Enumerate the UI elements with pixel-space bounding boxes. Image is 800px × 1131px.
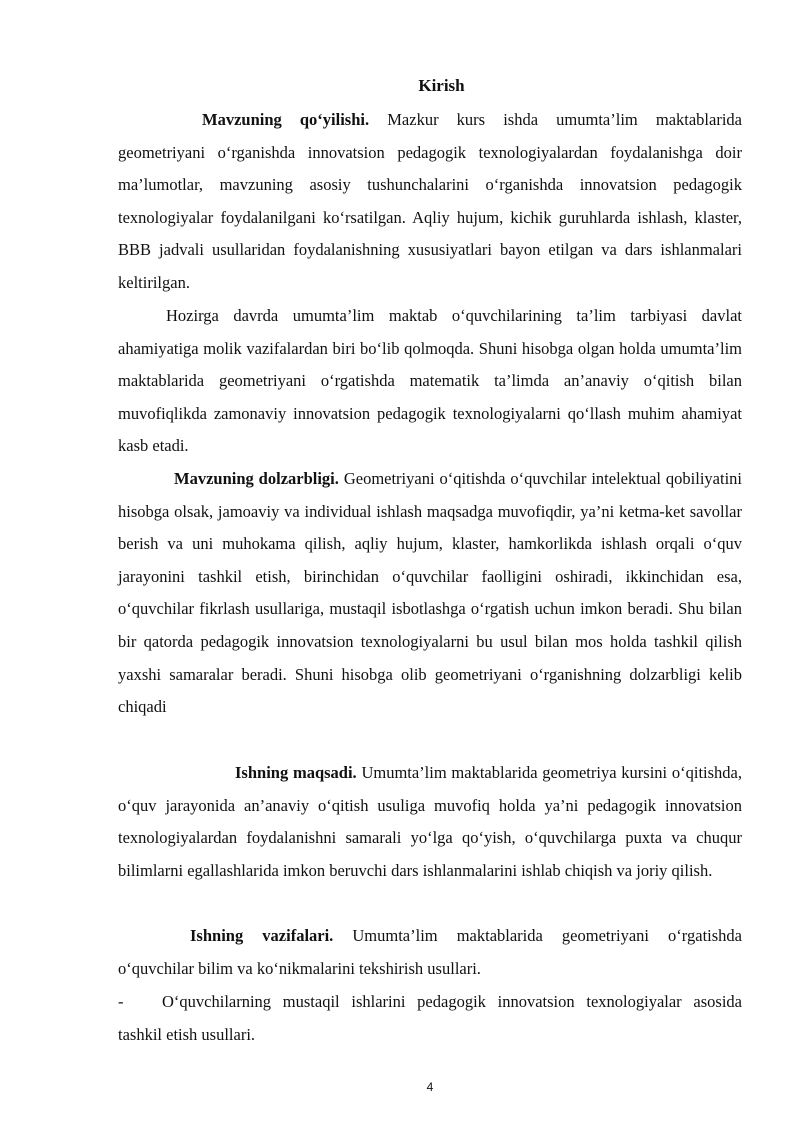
paragraph-text: Umumta’lim maktablarida geometriya kursini o‘qitishda, o‘quv jarayonida an’anaviy o‘qitish usuliga muvofiq holda ya’ni pedagogik innovatsion texnologiyalardan foydalanishni samarali yo‘lga qo‘yish, o‘quvchilarga puxta va chuqur bilimlarni egallashlarida imkon beruvchi dars ishlanmalarini ishlab chiqish va joriy qilish. [118,763,742,880]
task-list-item [118,986,742,1051]
section-title: Kirish [418,76,465,95]
paragraph-heading: Mavzuning qo‘yilishi. [202,110,370,129]
paragraph-goal [118,757,742,887]
paragraph-heading: Ishning maqsadi. [235,763,357,782]
paragraph-text: Geometriyani o‘qitishda o‘quvchilar intelektual qobiliyatini hisobga olsak, jamoaviy va individual ishlash maqsadga muvofiqdir, ya’ni ketma-ket savollar berish va uni muhokama qilish, aqliy hujum, klaster, hamkorlikda ishlash orqali o‘quv jarayonini tashkil etish, birinchidan o‘quvchilar faolligini oshiradi, ikkinchidan esa, o‘quvchilar fikrlash usullariga, mustaqil isbotlashga o‘rgatish uchun imkon beradi. Shu bilan bir qatorda pedagogik innovatsion texnologiyalarni bu usul bilan mos holda tashkil qilish yaxshi samaralar beradi. Shuni hisobga olib geometriyani o‘rganishning dolzarbligi kelib chiqadi [118,469,742,717]
paragraph-heading: Ishning vazifalari. [190,926,334,945]
list-item-text: O‘quvchilarning mustaqil ishlarini pedagogik innovatsion texnologiyalar asosida tashkil etish usullari. [118,992,742,1044]
paragraph-text: Umumta’lim maktablarida geometriyani o‘rgatishda o‘quvchilar bilim va ko‘nikmalarini tekshirish usullari. [118,926,742,978]
paragraph-tasks [118,920,742,985]
paragraph-text: Hozirga davrda umumta’lim maktab o‘quvchilarining ta’lim tarbiyasi davlat ahamiyatiga molik vazifalardan biri bo‘lib qolmoqda. Shuni hisobga olgan holda umumta’lim maktablarida geometriyani o‘rgatishda matematik ta’limda an’anaviy o‘qitish bilan muvofiqlikda zamonaviy innovatsion pedagogik texnologiyalarni qo‘llash muhim ahamiyat kasb etadi. [118,306,742,456]
paragraph-context [118,300,742,463]
list-bullet: - [118,992,124,1011]
paragraph-text: Mazkur kurs ishda umumta’lim maktablarida geometriyani o‘rganishda innovatsion pedagogik texnologiyalardan foydalanishga doir ma’lumotlar, mavzuning asosiy tushunchalarini o‘rganishda innovatsion pedagogik texnologiyalar foydalanilgani ko‘rsatilgan. Aqliy hujum, kichik guruhlarda ishlash, klaster, BBB jadvali usullaridan foydalanishning xususiyatlari bayon etilgan va dars ishlanmalari keltirilgan. [118,110,742,292]
page-number: 4 [426,1080,434,1094]
paragraph-heading: Mavzuning dolzarbligi. [174,469,339,488]
paragraph-relevance [118,463,742,724]
paragraph-problem-statement [118,104,742,300]
